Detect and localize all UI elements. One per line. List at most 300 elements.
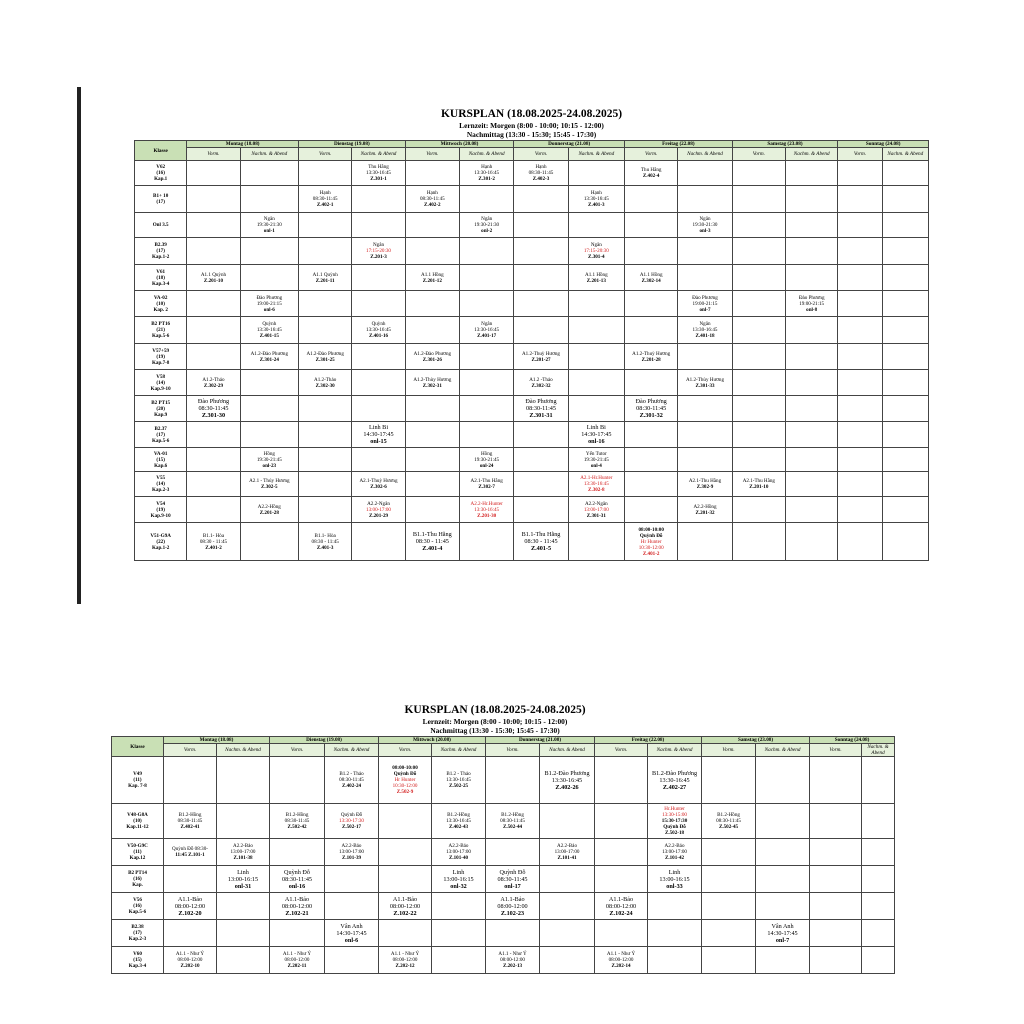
schedule-cell <box>379 893 432 920</box>
schedule-cell <box>325 866 379 893</box>
schedule-cell <box>352 523 405 561</box>
schedule-cell <box>270 920 325 947</box>
day-header: Samstag (23.08) <box>702 737 810 744</box>
schedule-cell <box>217 893 270 920</box>
header-row-days <box>135 141 929 148</box>
schedule-cell <box>568 344 624 370</box>
cell-line: 08:00-12:00 <box>389 902 421 910</box>
slot-header-vorm: Vorm. <box>299 148 352 161</box>
room-label: onl-4 <box>590 462 602 469</box>
klasse-line: (16) <box>133 903 142 909</box>
slot-header-vorm: Vorm. <box>486 744 540 757</box>
cell-line: 13:30-16:45 <box>692 327 718 333</box>
klasse-line: (14) <box>156 481 165 487</box>
cell-line: A1.1-Bảo <box>500 895 525 903</box>
day-header: Donnerstag (21.08) <box>486 737 595 744</box>
cell-line: Thu Hằng <box>640 167 662 173</box>
cell-line: Linh <box>237 868 249 876</box>
schedule-cell <box>702 757 756 804</box>
klasse-cell <box>112 893 164 920</box>
cell-line: B1.2-Hồng <box>501 812 524 818</box>
schedule-cell <box>164 839 217 866</box>
room-label: onl-33 <box>666 882 683 890</box>
schedule-cell <box>568 186 624 213</box>
schedule-cell <box>352 186 405 213</box>
cell-line: 14:30-17:45 <box>767 929 798 937</box>
schedule-cell <box>460 186 514 213</box>
schedule-cell <box>164 947 217 974</box>
klasse-line: (17) <box>156 248 165 254</box>
schedule-cell <box>568 291 624 317</box>
schedule-cell <box>786 238 838 265</box>
klasse-line: V51-G9A <box>150 532 171 539</box>
schedule-cell <box>405 238 459 265</box>
cell-line: 19:30-21:30 <box>692 222 718 228</box>
room-label: Z.202-12 <box>395 963 415 969</box>
schedule-cell <box>838 396 882 422</box>
schedule-cell <box>352 448 405 472</box>
schedule-cell <box>299 422 352 448</box>
cell-line: 08:00-12:00 <box>281 902 313 910</box>
slot-header-vorm: Vorm. <box>810 744 862 757</box>
schedule-cell <box>299 370 352 396</box>
klasse-cell <box>135 317 187 344</box>
room-label: Z.202-14 <box>611 963 631 969</box>
schedule-cell <box>187 396 240 422</box>
cell-line: Đào Phương <box>197 398 230 405</box>
slot-header-nachm: Nachm. & Abend <box>678 148 732 161</box>
table-row <box>135 523 929 561</box>
klasse-cell <box>135 472 187 497</box>
schedule-cell <box>486 893 540 920</box>
lernzeit-afternoon: Nachmittag (13:30 - 15:30; 15:45 - 17:30) <box>466 130 597 139</box>
schedule-cell <box>882 497 928 523</box>
cell-line: A1.2-Thùy Hương <box>686 376 724 383</box>
cell-line: Ngân <box>263 216 275 222</box>
cell-line: 14:30-17:45 <box>336 929 367 937</box>
cell-line: 13:00-17:00 <box>339 849 364 855</box>
room-label: Z.402-41 <box>180 824 200 830</box>
klasse-line: Kap.9-10 <box>150 385 171 392</box>
room-label: onl-6 <box>263 306 275 313</box>
room-label: onl-7 <box>699 306 711 313</box>
schedule-cell <box>270 757 325 804</box>
cell-line: 13:30-16:45 <box>366 327 391 333</box>
schedule-cell <box>352 370 405 396</box>
schedule-cell <box>540 920 595 947</box>
schedule-cell <box>217 866 270 893</box>
schedule-cell <box>702 839 756 866</box>
klasse-line: Kap.2-3 <box>128 936 147 942</box>
slot-header-nachm: Nachm. & Abend <box>786 148 838 161</box>
schedule-cell <box>514 370 568 396</box>
schedule-cell <box>568 317 624 344</box>
klasse-line: Kap. 7-8 <box>128 783 147 789</box>
schedule-cell <box>352 291 405 317</box>
schedule-cell <box>756 947 810 974</box>
schedule-cell <box>756 893 810 920</box>
cell-line: 08:30-11:45 <box>716 818 741 824</box>
klasse-line: B2.39 <box>154 242 167 248</box>
room-label: Z.502-42 <box>287 824 307 830</box>
schedule-cell <box>432 757 486 804</box>
schedule-cell <box>568 161 624 186</box>
room-label: Z.302-32 <box>531 382 551 389</box>
klasse-line: V54 <box>156 500 166 507</box>
cell-line: 08:00-12:00 <box>497 902 528 910</box>
room-label: Z.201-3 <box>370 254 387 260</box>
table-row <box>112 920 895 947</box>
room-label: onl-3 <box>699 228 711 234</box>
slot-header-vorm: Vorm. <box>702 744 756 757</box>
klasse-line: Kap.7-8 <box>151 359 170 366</box>
room-label: Z.201-13 <box>586 277 606 284</box>
schedule-cell <box>568 213 624 238</box>
schedule-cell <box>405 291 459 317</box>
room-label: onl-1 <box>263 228 275 234</box>
table-row <box>135 497 929 523</box>
schedule-cell <box>732 344 785 370</box>
klasse-line: B2 PT16 <box>151 321 171 327</box>
schedule-cell <box>299 523 352 561</box>
schedule-cell <box>882 161 928 186</box>
cell-line: A2.2-Ngân <box>367 500 390 507</box>
cell-line: A1.1 - Như Ý <box>282 951 312 957</box>
schedule-cell <box>299 161 352 186</box>
day-header: Dienstag (19.08) <box>299 141 406 148</box>
cell-line: 13:00-16:15 <box>443 875 474 883</box>
schedule-cell <box>187 344 240 370</box>
schedule-cell <box>217 804 270 839</box>
cell-line: 08:30-11:45 <box>177 818 203 824</box>
klasse-cell <box>135 370 187 396</box>
slot-header-vorm: Vorm. <box>187 148 240 161</box>
schedule-cell <box>838 448 882 472</box>
slot-header-nachm: Nachm. & Abend <box>540 744 595 757</box>
schedule-cell <box>595 920 648 947</box>
schedule-cell <box>514 472 568 497</box>
schedule-cell <box>786 370 838 396</box>
schedule-cell <box>810 920 862 947</box>
klasse-cell <box>135 291 187 317</box>
table-body <box>135 161 929 561</box>
cell-line: A2.2-Ngân <box>584 500 608 507</box>
cell-line: Đào Phương <box>256 294 283 301</box>
slot-header-nachm: Nachm. & Abend <box>217 744 270 757</box>
schedule-cell <box>625 344 678 370</box>
cell-line: A1.1-Bảo <box>608 895 634 903</box>
room-label: Z.401-15 <box>259 333 279 339</box>
room-label: Z.201-32 <box>695 509 715 516</box>
highlight-line: 17:15-20:30 <box>583 248 609 254</box>
schedule-cell <box>786 344 838 370</box>
klasse-line: Kap.3-4 <box>128 963 147 969</box>
schedule-cell <box>838 523 882 561</box>
klasse-line: Kap.9 <box>154 411 168 418</box>
schedule-cell <box>164 893 217 920</box>
schedule-cell <box>786 291 838 317</box>
schedule-cell <box>678 265 732 291</box>
cell-line: 13:00-16:15 <box>659 875 690 883</box>
highlight-line: 13:30-16:45 <box>583 481 609 487</box>
cell-line: A1.1 Quỳnh <box>312 271 338 278</box>
klasse-cell <box>135 396 187 422</box>
schedule-cell <box>625 370 678 396</box>
schedule-cell <box>568 497 624 523</box>
room-label: Quỳnh Đỗ <box>663 824 686 830</box>
schedule-cell <box>379 866 432 893</box>
schedule-cell <box>568 523 624 561</box>
cell-line: A2.1-Thu Hằng <box>742 478 775 484</box>
table-row <box>112 947 895 974</box>
klasse-line: (11) <box>133 849 142 855</box>
klasse-cell <box>135 448 187 472</box>
cell-line: B1.2-Đào Phương <box>651 769 698 777</box>
schedule-cell <box>217 757 270 804</box>
cell-line: A2.2-Bảo <box>448 843 469 849</box>
schedule-cell <box>405 161 459 186</box>
schedule-cell <box>187 370 240 396</box>
room-label: onl-16 <box>288 882 306 890</box>
room-label: onl-8 <box>806 306 818 313</box>
room-label: Z.301-33 <box>695 382 715 389</box>
klasse-cell <box>112 866 164 893</box>
schedule-cell <box>460 422 514 448</box>
schedule-cell <box>702 947 756 974</box>
schedule-cell <box>732 186 785 213</box>
table-row <box>135 396 929 422</box>
schedule-cell <box>432 947 486 974</box>
room-label: Z.401-3 <box>588 202 605 208</box>
klasse-line: Kap.1 <box>154 176 168 182</box>
cell-line: 19:30-21:45 <box>256 456 282 463</box>
cell-line: B1.2 - Thảo <box>339 771 364 777</box>
room-label: Z.201-29 <box>368 512 389 519</box>
cell-line: Hạnh <box>535 164 547 170</box>
schedule-cell <box>514 291 568 317</box>
schedule-cell <box>405 523 459 561</box>
room-label: Z.401-4 <box>422 545 443 552</box>
highlight-line: Hr Hunter <box>394 777 416 783</box>
schedule-cell <box>514 396 568 422</box>
klasse-line: V60 <box>133 951 142 957</box>
schedule-cell <box>786 422 838 448</box>
schedule-cell <box>678 161 732 186</box>
schedule-cell <box>405 370 459 396</box>
cell-line: 08:30-11:45 <box>500 818 525 824</box>
cell-line: B1.2 - Thảo <box>446 771 471 777</box>
klasse-line: (11) <box>133 777 142 783</box>
room-label: Z.102-21 <box>285 909 309 917</box>
schedule-cell <box>270 804 325 839</box>
schedule-cell <box>625 317 678 344</box>
room-label: Z.302-14 <box>641 277 661 284</box>
cell-line: Ngân <box>699 216 711 222</box>
schedule-cell <box>838 497 882 523</box>
klasse-line: Kap.12 <box>129 855 146 861</box>
schedule-cell <box>352 472 405 497</box>
cell-line: A1.1 - Như Ý <box>498 951 527 957</box>
room-label: onl-15 <box>370 438 387 445</box>
schedule-cell <box>786 317 838 344</box>
table-row <box>112 804 895 839</box>
schedule-cell <box>325 804 379 839</box>
room-label: Z.301-32 <box>639 412 663 419</box>
klasse-cell <box>135 161 187 186</box>
schedule-cell <box>352 238 405 265</box>
klasse-line: Kap.9-10 <box>150 512 171 519</box>
schedule-cell <box>299 213 352 238</box>
table-row <box>112 893 895 920</box>
table-row <box>135 265 929 291</box>
day-header: Dienstag (19.08) <box>270 737 379 744</box>
schedule-cell <box>240 317 298 344</box>
room-label: onl-23 <box>262 462 277 469</box>
highlight-line: 13:00-17:00 <box>366 506 391 513</box>
schedule-cell <box>595 839 648 866</box>
cell-line: 13:00-16:15 <box>227 875 259 883</box>
header-row-slots <box>112 744 895 757</box>
room-label: Z.401-17 <box>477 333 497 339</box>
schedule-cell <box>810 947 862 974</box>
schedule-cell <box>217 920 270 947</box>
schedule-cell <box>732 265 785 291</box>
cell-line: 08:30-11:45 <box>636 405 667 412</box>
cell-line: 13:30-16:45 <box>256 327 282 333</box>
schedule-cell <box>862 893 895 920</box>
schedule-cell <box>240 186 298 213</box>
schedule-cell <box>514 317 568 344</box>
schedule-cell <box>756 920 810 947</box>
schedule-cell <box>405 186 459 213</box>
schedule-cell <box>786 213 838 238</box>
cell-line: Quỳnh Đỗ <box>499 868 526 876</box>
schedule-cell <box>595 804 648 839</box>
schedule-cell <box>882 448 928 472</box>
schedule-cell <box>240 497 298 523</box>
highlight-line: 10:30-12:00 <box>638 544 664 551</box>
schedule-cell <box>352 497 405 523</box>
slot-header-nachm: Nachm. & Abend <box>240 148 298 161</box>
cell-line: A1.2 -Thảo <box>529 376 553 383</box>
room-label: Z.502-17 <box>341 824 362 830</box>
schedule-cell <box>625 265 678 291</box>
schedule-cell <box>299 238 352 265</box>
room-label: Z.302-9 <box>696 484 714 490</box>
room-label: Z.302-31 <box>422 382 442 389</box>
schedule-cell <box>240 523 298 561</box>
cell-line: 13:00-17:00 <box>446 849 471 855</box>
schedule-cell <box>540 947 595 974</box>
schedule-cell <box>187 265 240 291</box>
table-row <box>135 291 929 317</box>
room-label: 08:00-10:00 <box>392 765 418 771</box>
room-label: Z.201-11 <box>315 277 335 284</box>
schedule-cell <box>786 396 838 422</box>
room-label: Z.201-10 <box>749 484 769 490</box>
room-label: Z.502-9 <box>396 789 414 795</box>
klasse-line: Kap.5-6 <box>151 333 170 339</box>
cell-line: 08:00-12:00 <box>284 957 310 963</box>
schedule-cell <box>187 238 240 265</box>
cell-line: Hạnh <box>481 164 493 170</box>
schedule-cell <box>270 893 325 920</box>
table-header <box>135 141 929 161</box>
table-row <box>135 370 929 396</box>
cell-line: 13:30-16:45 <box>366 170 391 176</box>
cell-line: A1.1 Hồng <box>585 271 608 278</box>
schedule-cell <box>732 523 785 561</box>
schedule-cell <box>810 757 862 804</box>
klasse-line: B1+ 10 <box>153 193 169 199</box>
cell-line: A1.2-Thuỳ Hương <box>632 350 671 357</box>
schedule-cell <box>568 396 624 422</box>
schedule-cell <box>486 866 540 893</box>
room-label: Z.201-10 <box>203 277 224 284</box>
schedule-cell <box>299 291 352 317</box>
schedule-cell <box>882 238 928 265</box>
schedule-cell <box>299 317 352 344</box>
klasse-cell <box>135 213 187 238</box>
schedule-cell <box>838 186 882 213</box>
schedule-cell <box>514 238 568 265</box>
room-label: Quỳnh Đỗ <box>639 532 663 539</box>
schedule-cell <box>514 344 568 370</box>
schedule-cell <box>648 893 702 920</box>
cell-line: 13:30-16:45 <box>474 170 500 176</box>
klasse-line: (19) <box>156 506 165 513</box>
cell-line: A1.1-Bảo <box>177 895 203 903</box>
table-row <box>135 213 929 238</box>
slot-header-vorm: Vorm. <box>732 148 785 161</box>
cell-line: B1.1-Thu Hằng <box>412 531 452 538</box>
schedule-cell <box>187 186 240 213</box>
cell-line: Hạnh <box>426 190 438 196</box>
cell-line: A1.2-Thuỳ Hương <box>521 350 560 357</box>
schedule-cell <box>379 839 432 866</box>
cell-line: A1.1 - Như Ý <box>175 951 205 957</box>
schedule-cell <box>838 370 882 396</box>
schedule-cell <box>486 947 540 974</box>
klasse-cell <box>112 947 164 974</box>
schedule-cell <box>486 804 540 839</box>
room-label: Z.201-30 <box>477 512 497 519</box>
schedule-cell <box>648 947 702 974</box>
schedule-cell <box>379 804 432 839</box>
schedule-cell <box>625 422 678 448</box>
cell-line: Yến Tutor <box>585 450 607 457</box>
slot-header-nachm: Nachm. & Abend <box>325 744 379 757</box>
klasse-line: Kap.5-6 <box>128 909 147 915</box>
cell-line: Linh Bi <box>368 424 389 431</box>
room-label: Z.502-25 <box>448 783 469 789</box>
highlight-line: A2.1-Hr.Hunter <box>580 475 613 481</box>
schedule-cell <box>405 317 459 344</box>
schedule-cell <box>732 213 785 238</box>
cell-line: Hạnh <box>319 190 331 196</box>
schedule-cell <box>460 497 514 523</box>
cell-line: A2.1-Thu Hằng <box>688 478 722 484</box>
schedule-cell <box>702 866 756 893</box>
schedule-cell <box>702 804 756 839</box>
schedule-cell <box>432 920 486 947</box>
room-label: Z.302-6 <box>370 484 387 490</box>
schedule-cell <box>678 370 732 396</box>
klasse-cell <box>112 920 164 947</box>
schedule-cell <box>460 472 514 497</box>
cell-line: A2.2-Bảo <box>557 843 577 849</box>
day-header: Donnerstag (21.08) <box>514 141 625 148</box>
